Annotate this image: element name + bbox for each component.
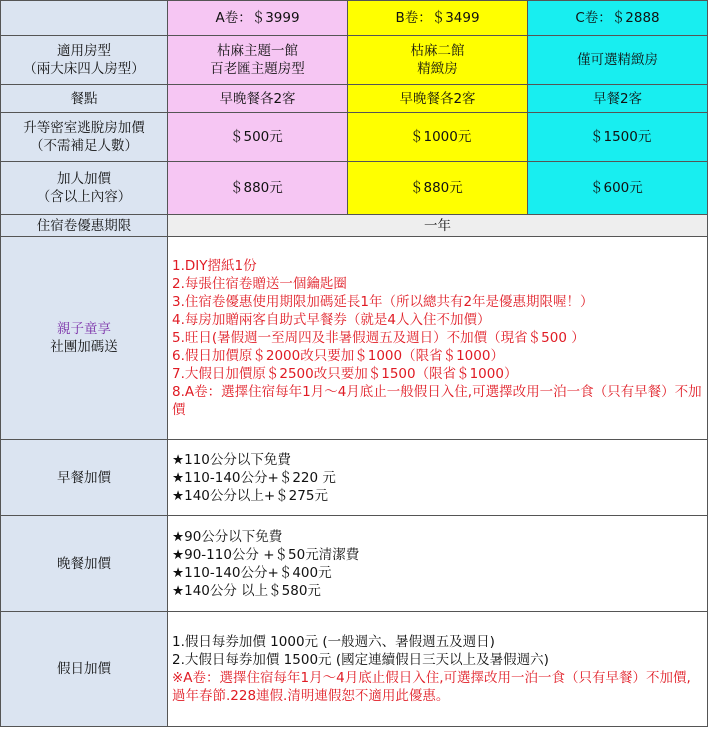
breakfast-label: 早餐加價	[1, 440, 168, 516]
plan-c-meal: 早餐2客	[528, 85, 708, 113]
breakfast-item: ★140公分以上+＄275元	[172, 487, 328, 504]
promo-item: 4.每房加贈兩客自助式早餐券（就是4人入住不加價）	[172, 312, 491, 328]
add-person-row	[1, 162, 708, 215]
validity-label: 住宿卷優惠期限	[1, 215, 168, 237]
upgrade-label-line1: 升等密室逃脫房加價	[23, 120, 145, 136]
dinner-item: ★140公分 以上＄580元	[172, 582, 321, 599]
upgrade-label	[1, 113, 168, 162]
upgrade-label-line2: （不需補足人數）	[30, 138, 138, 154]
meal-row	[1, 85, 708, 113]
dinner-label: 晚餐加價	[1, 516, 168, 612]
meal-label: 餐點	[1, 85, 168, 113]
plan-b-room-line2: 精緻房	[417, 61, 458, 77]
promo-row	[1, 237, 708, 440]
plan-a-add-person: ＄880元	[168, 162, 348, 215]
dinner-list	[168, 516, 708, 612]
add-person-label	[1, 162, 168, 215]
plan-c-add-person: ＄600元	[528, 162, 708, 215]
header-row	[1, 1, 708, 36]
holiday-item: 1.假日每券加價 1000元 (一般週六、暑假週五及週日)	[172, 634, 495, 650]
room-type-label-line1: 適用房型	[57, 43, 111, 59]
plan-c-upgrade: ＄1500元	[528, 113, 708, 162]
breakfast-item: ★110-140公分+＄220 元	[172, 469, 336, 486]
plan-b-header: B卷：＄3499	[348, 1, 528, 36]
holiday-row	[1, 612, 708, 727]
plan-a-room-line2: 百老匯主題房型	[210, 61, 305, 77]
plan-a-room-line1: 枯麻主題一館	[217, 43, 298, 59]
header-corner-cell	[1, 1, 168, 36]
promo-item: 8.A卷：選擇住宿每年1月～4月底止一般假日入住,可選擇改用一泊一食（只有早餐）不加價	[172, 384, 702, 418]
holiday-item: 2.大假日每券加價 1500元 (國定連續假日三天以上及暑假週六)	[172, 652, 549, 668]
validity-row	[1, 215, 708, 237]
promo-label-line2: 社團加碼送	[50, 339, 118, 355]
upgrade-row	[1, 113, 708, 162]
holiday-label: 假日加價	[1, 612, 168, 727]
promo-label-line1: 親子童享	[57, 321, 111, 337]
room-type-label-line2: （兩大床四人房型）	[23, 61, 145, 77]
breakfast-item: ★110公分以下免費	[172, 451, 291, 468]
plan-b-add-person: ＄880元	[348, 162, 528, 215]
plan-a-room	[168, 36, 348, 85]
promo-item: 3.住宿卷優惠使用期限加碼延長1年（所以總共有2年是優惠期限喔！）	[172, 294, 594, 310]
breakfast-row	[1, 440, 708, 516]
holiday-note: ※A卷：選擇住宿每年1月～4月底止假日入住,可選擇改用一泊一食（只有早餐）不加價,過年春節.228連假.清明連假恕不適用此優惠。	[172, 670, 691, 704]
plan-b-meal: 早晚餐各2客	[348, 85, 528, 113]
promo-item: 1.DIY摺紙1份	[172, 258, 257, 274]
promo-list	[168, 237, 708, 440]
promo-item: 6.假日加價原＄2000改只要加＄1000（限省＄1000）	[172, 348, 504, 364]
plan-a-upgrade: ＄500元	[168, 113, 348, 162]
room-type-row	[1, 36, 708, 85]
promo-item: 7.大假日加價原＄2500改只要加＄1500（限省＄1000）	[172, 366, 518, 382]
dinner-item: ★90-110公分 +＄50元清潔費	[172, 546, 360, 563]
breakfast-list	[168, 440, 708, 516]
validity-value: 一年	[168, 215, 708, 237]
dinner-item: ★90公分以下免費	[172, 528, 283, 545]
dinner-item: ★110-140公分+＄400元	[172, 564, 332, 581]
dinner-row	[1, 516, 708, 612]
plan-b-upgrade: ＄1000元	[348, 113, 528, 162]
add-person-label-line1: 加人加價	[57, 171, 111, 187]
plan-c-header: C卷：＄2888	[528, 1, 708, 36]
room-type-label	[1, 36, 168, 85]
plan-b-room-line1: 枯麻二館	[410, 43, 465, 59]
add-person-label-line2: （含以上內容）	[36, 189, 132, 205]
promo-label	[1, 237, 168, 440]
plan-b-room	[348, 36, 528, 85]
holiday-list	[168, 612, 708, 727]
plan-c-room: 僅可選精緻房	[528, 36, 708, 85]
plan-a-header: A卷：＄3999	[168, 1, 348, 36]
promo-item: 2.每張住宿卷贈送一個鑰匙圈	[172, 276, 347, 292]
promo-item: 5.旺日(暑假週一至周四及非暑假週五及週日）不加價（現省＄500 ）	[172, 330, 585, 346]
plan-a-meal: 早晚餐各2客	[168, 85, 348, 113]
